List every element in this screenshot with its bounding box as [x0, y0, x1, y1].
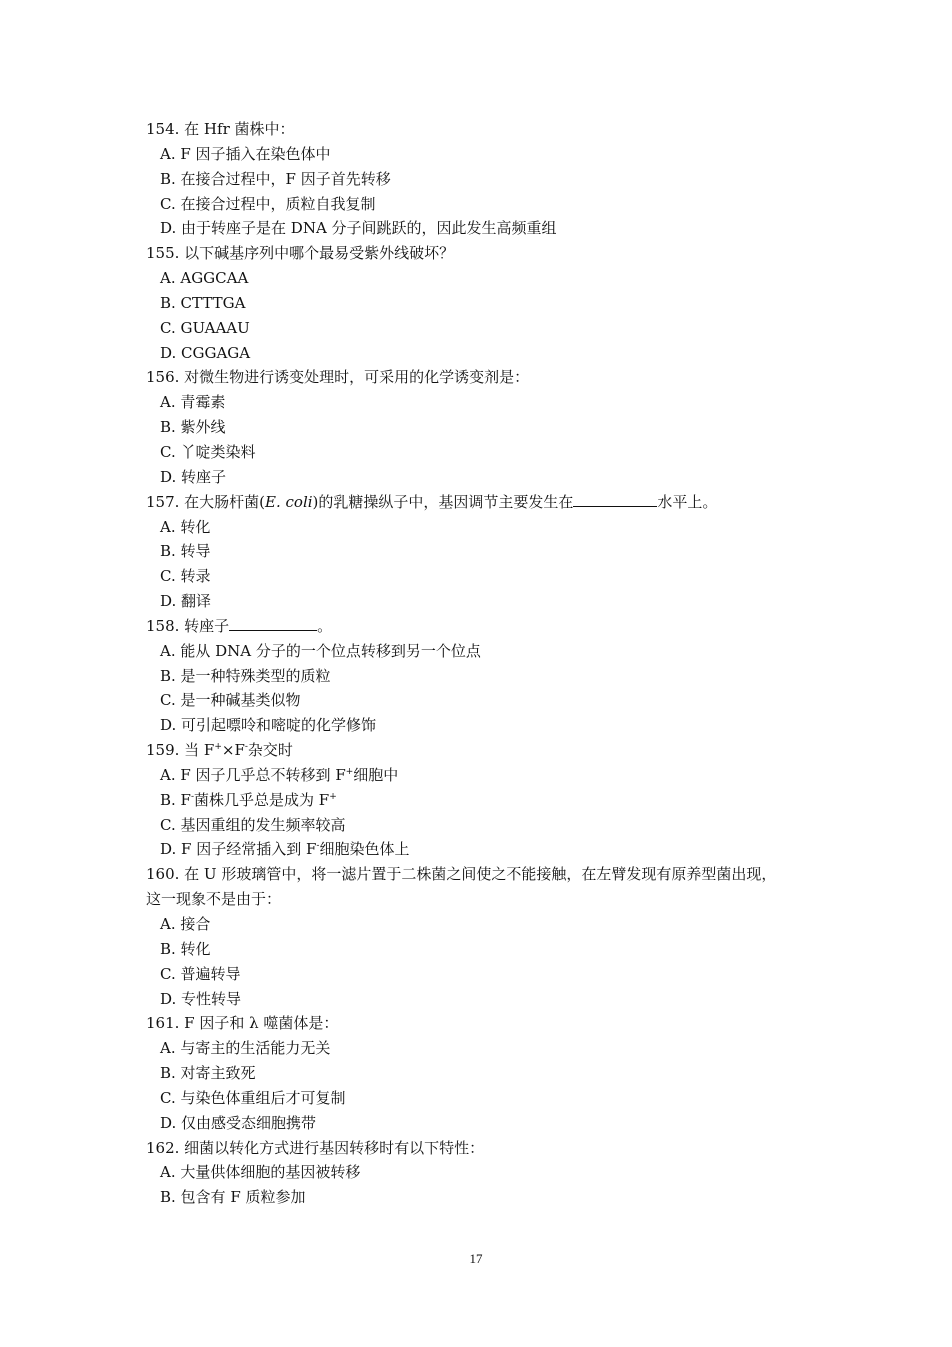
question-155-option-d: D. CGGAGA: [160, 343, 251, 362]
question-158-stem-part-a: 158. 转座子: [146, 616, 230, 635]
superscript: +: [214, 742, 222, 753]
option-text: 细胞染色体上: [319, 840, 410, 859]
question-160-option-a: A. 接合: [160, 915, 211, 933]
question-154-option-d: D. 由于转座子是在 DNA 分子间跳跃的，因此发生高频重组: [160, 219, 557, 238]
fill-in-blank: [573, 492, 657, 507]
question-162-option-a: A. 大量供体细胞的基因被转移: [160, 1163, 361, 1182]
question-157-stem-part-c: 水平上。: [657, 492, 718, 511]
question-159-stem-part-b: ×F: [221, 741, 245, 760]
question-161-option-c: C. 与染色体重组后才可复制: [160, 1088, 346, 1107]
question-159-option-a: [146, 763, 826, 788]
option-text: 菌株几乎总是成为 F: [194, 790, 330, 809]
question-156-option-b: B. 紫外线: [160, 418, 226, 437]
superscript: -: [244, 742, 248, 753]
question-154-option-b: B. 在接合过程中，F 因子首先转移: [160, 169, 391, 188]
question-159-stem: [146, 738, 826, 763]
question-158-stem-part-b: 。: [317, 616, 333, 635]
question-160-stem-line-1: 160. 在 U 形玻璃管中，将一滤片置于二株菌之间使之不能接触，在左臂发现有原养型菌出现，: [146, 865, 777, 884]
question-161-stem: 161. F 因子和 λ 噬菌体是：: [146, 1014, 339, 1033]
superscript: +: [329, 791, 337, 802]
question-160-option-d: D. 专性转导: [160, 989, 242, 1008]
question-162-stem: 162. 细菌以转化方式进行基因转移时有以下特性：: [146, 1138, 485, 1157]
fill-in-blank: [229, 616, 317, 631]
question-list: [146, 117, 826, 1210]
question-161-option-a: A. 与寄主的生活能力无关: [160, 1039, 331, 1058]
question-161-option-b: B. 对寄主致死: [160, 1064, 256, 1083]
question-157-option-b: B. 转导: [160, 542, 211, 561]
question-157-option-a: A. 转化: [160, 517, 211, 536]
question-162-option-b: B. 包含有 F 质粒参加: [160, 1188, 306, 1207]
question-159-stem-part-a: 159. 当 F: [146, 741, 215, 760]
question-155-option-a: A. AGGCAA: [160, 269, 249, 288]
question-156-stem: 156. 对微生物进行诱变处理时，可采用的化学诱变剂是：: [146, 368, 530, 387]
question-161-option-d: D. 仅由感受态细胞携带: [160, 1113, 317, 1132]
species-name: E. coli: [265, 492, 313, 511]
question-157-stem: [146, 490, 826, 515]
question-155-option-b: B. CTTTGA: [160, 293, 246, 312]
question-154-option-c: C. 在接合过程中，质粒自我复制: [160, 194, 376, 213]
question-158-stem: [146, 614, 826, 639]
question-159-option-c: C. 基因重组的发生频率较高: [160, 815, 346, 834]
question-159-option-b: [146, 788, 826, 813]
question-156-option-a: A. 青霉素: [160, 393, 226, 412]
option-text: B. F: [160, 790, 191, 809]
superscript: +: [345, 766, 354, 777]
question-157-option-c: C. 转录: [160, 567, 211, 586]
question-159-stem-part-c: 杂交时: [247, 741, 293, 760]
question-158-option-b: B. 是一种特殊类型的质粒: [160, 666, 331, 685]
page-number: 17: [469, 1251, 483, 1266]
question-157-option-d: D. 翻译: [160, 592, 212, 611]
superscript: -: [316, 841, 320, 852]
question-154-stem: 154. 在 Hfr 菌株中：: [146, 120, 295, 138]
question-156-option-d: D. 转座子: [160, 467, 227, 486]
question-160-stem-line-2: 这一现象不是由于：: [146, 890, 282, 909]
superscript: -: [190, 791, 195, 802]
question-160-option-b: B. 转化: [160, 939, 211, 958]
question-158-option-c: C. 是一种碱基类似物: [160, 691, 301, 710]
question-157-stem-part-b: )的乳糖操纵子中，基因调节主要发生在: [312, 492, 574, 511]
question-160-option-c: C. 普遍转导: [160, 964, 241, 983]
question-157-stem-part-a: 157. 在大肠杆菌(: [146, 492, 266, 511]
question-155-stem: 155. 以下碱基序列中哪个最易受紫外线破坏？: [146, 244, 455, 263]
question-154-option-a: A. F 因子插入在染色体中: [160, 144, 331, 163]
question-156-option-c: C. 丫啶类染料: [160, 442, 256, 461]
question-158-option-d: D. 可引起嘌呤和嘧啶的化学修饰: [160, 716, 377, 735]
option-text: A. F 因子几乎总不转移到 F: [160, 765, 346, 784]
option-text: 细胞中: [353, 765, 399, 784]
option-text: D. F 因子经常插入到 F: [160, 840, 317, 859]
question-159-option-d: [146, 837, 826, 862]
question-155-option-c: C. GUAAAU: [160, 318, 250, 337]
question-158-option-a: A. 能从 DNA 分子的一个位点转移到另一个位点: [160, 641, 481, 660]
